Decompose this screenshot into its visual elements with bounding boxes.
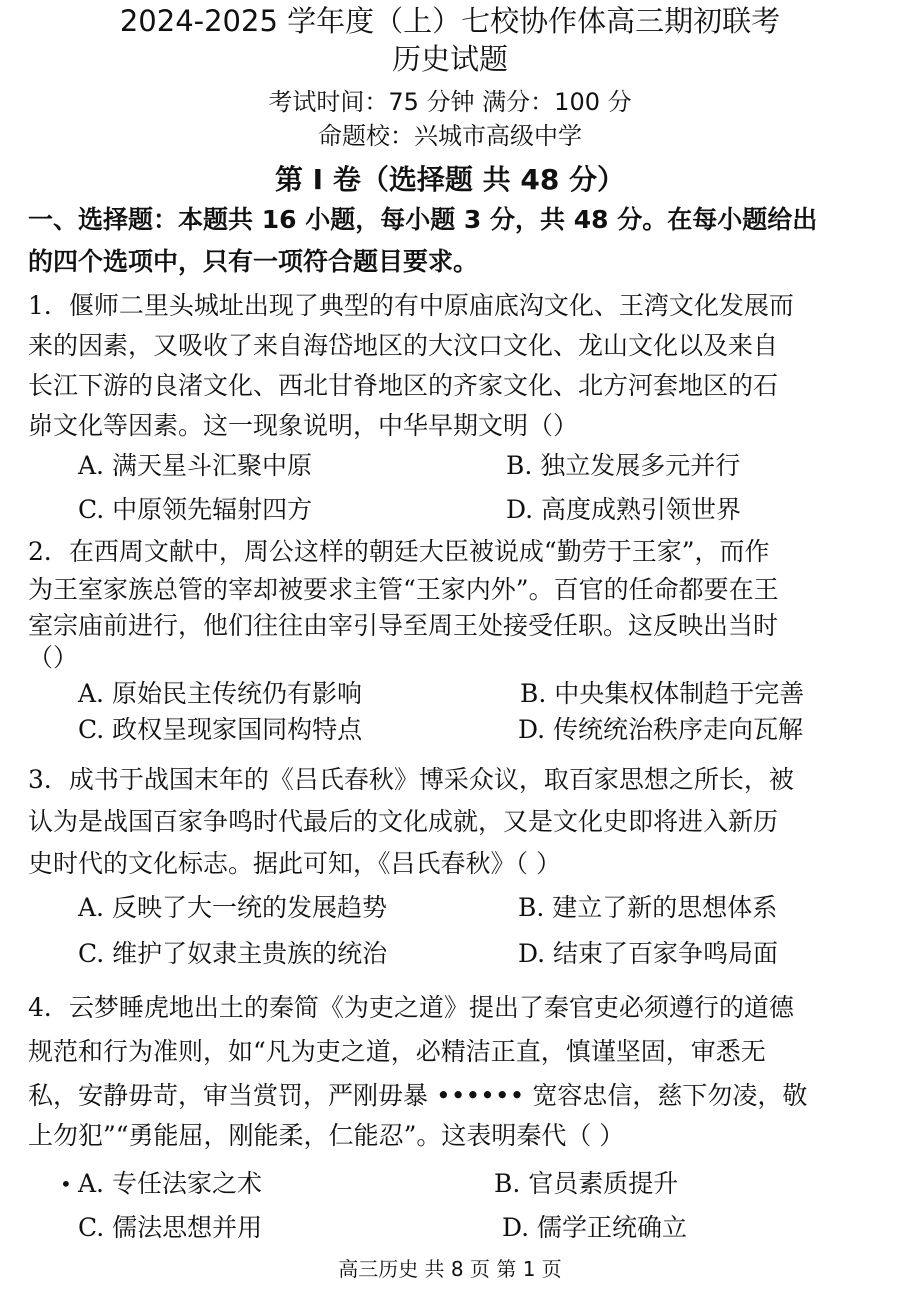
subject-title: 历史试题 xyxy=(391,42,508,76)
question-text-line: 1．偃师二里头城址出现了典型的有中原庙底沟文化、王湾文化发展而 xyxy=(28,291,794,320)
option-b: B. 官员素质提升 xyxy=(494,1169,679,1198)
option-c: C. 维护了奴隶主贵族的统治 xyxy=(78,939,388,968)
question-text-line: 私，安静毋苛，审当赏罚，严刚毋暴 •••••• 宽容忠信，慈下勿凌，敬 xyxy=(28,1081,808,1110)
option-b: B. 中央集权体制趋于完善 xyxy=(520,679,805,708)
option-c: C. 政权呈现家国同构特点 xyxy=(78,715,363,744)
option-b: B. 独立发展多元并行 xyxy=(506,451,741,480)
bullet-dot: • xyxy=(60,1172,72,1196)
option-a: A. 满天星斗汇聚中原 xyxy=(78,451,312,480)
question-text-line: （） xyxy=(28,643,79,672)
question-text-line: 规范和行为准则，如“凡为吏之道，必精洁正直，慎谨坚固，审悉无 xyxy=(28,1037,766,1066)
exam-title: 2024-2025 学年度（上）七校协作体高三期初联考 xyxy=(119,4,781,38)
option-c: C. 儒法思想并用 xyxy=(78,1213,263,1242)
option-d: D. 儒学正统确立 xyxy=(502,1213,688,1242)
question-text-line: 为王室家族总管的宰却被要求主管“王家内外”。百官的任命都要在王 xyxy=(28,575,779,604)
option-d: D. 高度成熟引领世界 xyxy=(506,495,742,524)
option-d: D. 结束了百家争鸣局面 xyxy=(518,939,779,968)
question-text-line: 长江下游的良渚文化、西北甘脊地区的齐家文化、北方河套地区的石 xyxy=(28,371,779,400)
question-text-line: 室宗庙前进行，他们往往由宰引导至周王处接受任职。这反映出当时 xyxy=(28,611,779,640)
exam-info: 考试时间：75 分钟 满分：100 分 xyxy=(268,88,632,116)
question-text-line: 4．云梦睡虎地出土的秦简《为吏之道》提出了秦官吏必须遵行的道德 xyxy=(28,993,794,1022)
instruction-line: 的四个选项中，只有一项符合题目要求。 xyxy=(28,247,479,276)
option-a: A. 反映了大一统的发展趋势 xyxy=(78,893,387,922)
option-a: A. 原始民主传统仍有影响 xyxy=(78,679,362,708)
option-a: A. 专任法家之术 xyxy=(78,1169,262,1198)
setter-school: 命题校：兴城市高级中学 xyxy=(318,122,582,150)
question-text-line: 认为是战国百家争鸣时代最后的文化成就，又是文化史即将进入新历 xyxy=(28,807,779,836)
page-footer: 高三历史 共 8 页 第 1 页 xyxy=(338,1257,562,1281)
section-title: 第 I 卷（选择题 共 48 分） xyxy=(274,163,626,196)
option-c: C. 中原领先辐射四方 xyxy=(78,495,313,524)
question-text-line: 3．成书于战国末年的《吕氏春秋》博采众议，取百家思想之所长，被 xyxy=(28,765,794,794)
option-b: B. 建立了新的思想体系 xyxy=(518,893,778,922)
option-d: D. 传统统治秩序走向瓦解 xyxy=(518,715,804,744)
question-text-line: 峁文化等因素。这一现象说明，中华早期文明（） xyxy=(28,411,579,440)
question-text-line: 史时代的文化标志。据此可知，《吕氏春秋》（ ） xyxy=(28,849,561,878)
question-text-line: 2．在西周文献中，周公这样的朝廷大臣被说成“勤劳于王家”，而作 xyxy=(28,537,770,566)
question-text-line: 来的因素，又吸收了来自海岱地区的大汶口文化、龙山文化以及来自 xyxy=(28,331,779,360)
question-text-line: 上勿犯”“勇能屈，刚能柔，仁能忍”。这表明秦代（ ） xyxy=(28,1121,625,1150)
instruction-line: 一、选择题：本题共 16 小题，每小题 3 分，共 48 分。在每小题给出 xyxy=(28,205,818,234)
